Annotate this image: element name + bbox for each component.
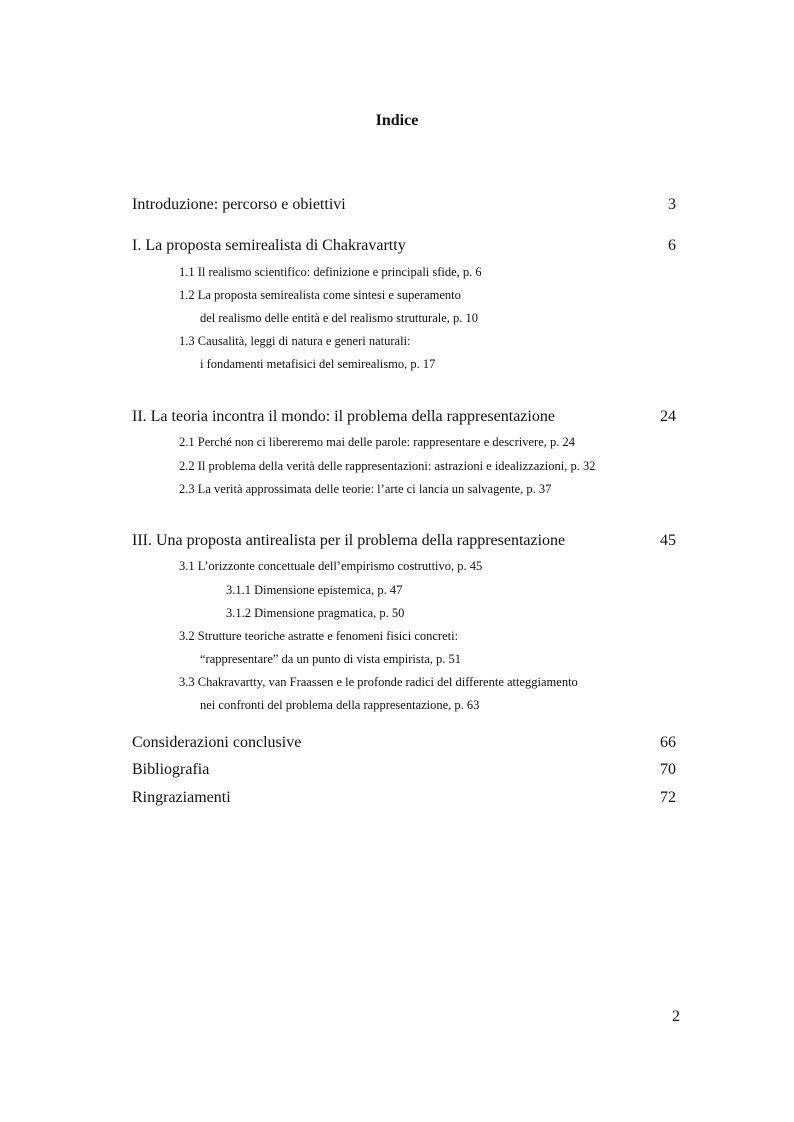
toc-entry-label: Introduzione: percorso e obiettivi [132, 196, 346, 213]
page-number: 2 [672, 1008, 680, 1025]
toc-sub-1-3-cont[interactable]: i fondamenti metafisici del semirealismo, p. 17 [200, 357, 436, 371]
toc-sub-3-1-2[interactable]: 3.1.2 Dimensione pragmatica, p. 50 [226, 606, 405, 620]
toc-entry-page: 24 [660, 408, 676, 425]
toc-sub-2-1[interactable]: 2.1 Perché non ci libereremo mai delle parole: rappresentare e descrivere, p. 24 [179, 435, 576, 449]
toc-sub-3-2-cont[interactable]: “rappresentare” da un punto di vista empirista, p. 51 [200, 652, 462, 666]
toc-sub-1-2-cont[interactable]: del realismo delle entità e del realismo strutturale, p. 10 [200, 311, 479, 325]
toc-entry-page: 66 [660, 734, 676, 751]
toc-sub-3-1[interactable]: 3.1 L’orizzonte concettuale dell’empirismo costruttivo, p. 45 [179, 559, 483, 573]
toc-entry-label: III. Una proposta antirealista per il problema della rappresentazione [132, 532, 566, 549]
toc-entry-page: 72 [660, 789, 676, 806]
toc-entry-page: 6 [668, 237, 676, 254]
toc-sub-2-2[interactable]: 2.2 Il problema della verità delle rappresentazioni: astrazioni e idealizzazioni, p. 32 [179, 459, 596, 473]
toc-sub-1-1[interactable]: 1.1 Il realismo scientifico: definizione e principali sfide, p. 6 [179, 265, 482, 279]
toc-entry-label: I. La proposta semirealista di Chakravartty [132, 237, 406, 254]
toc-entry-label: Bibliografia [132, 761, 210, 778]
toc-sub-3-1-1[interactable]: 3.1.1 Dimensione epistemica, p. 47 [226, 583, 403, 597]
toc-sub-1-2[interactable]: 1.2 La proposta semirealista come sintesi e superamento [179, 288, 461, 302]
toc-sub-1-3[interactable]: 1.3 Causalità, leggi di natura e generi naturali: [179, 334, 411, 348]
toc-entry-page: 70 [660, 761, 676, 778]
toc-entry-label: Ringraziamenti [132, 789, 231, 806]
toc-entry-label: Considerazioni conclusive [132, 734, 302, 751]
toc-entry-page: 3 [668, 196, 676, 213]
toc-sub-2-3[interactable]: 2.3 La verità approssimata delle teorie: l’arte ci lancia un salvagente, p. 37 [179, 482, 552, 496]
toc-entry-label: II. La teoria incontra il mondo: il problema della rappresentazione [132, 408, 555, 425]
toc-sub-3-2[interactable]: 3.2 Strutture teoriche astratte e fenomeni fisici concreti: [179, 629, 459, 643]
toc-entry-page: 45 [660, 532, 676, 549]
toc-sub-3-3[interactable]: 3.3 Chakravartty, van Fraassen e le profonde radici del differente atteggiamento [179, 675, 578, 689]
toc-sub-3-3-cont[interactable]: nei confronti del problema della rappresentazione, p. 63 [200, 698, 480, 712]
page-title: Indice [375, 112, 419, 129]
